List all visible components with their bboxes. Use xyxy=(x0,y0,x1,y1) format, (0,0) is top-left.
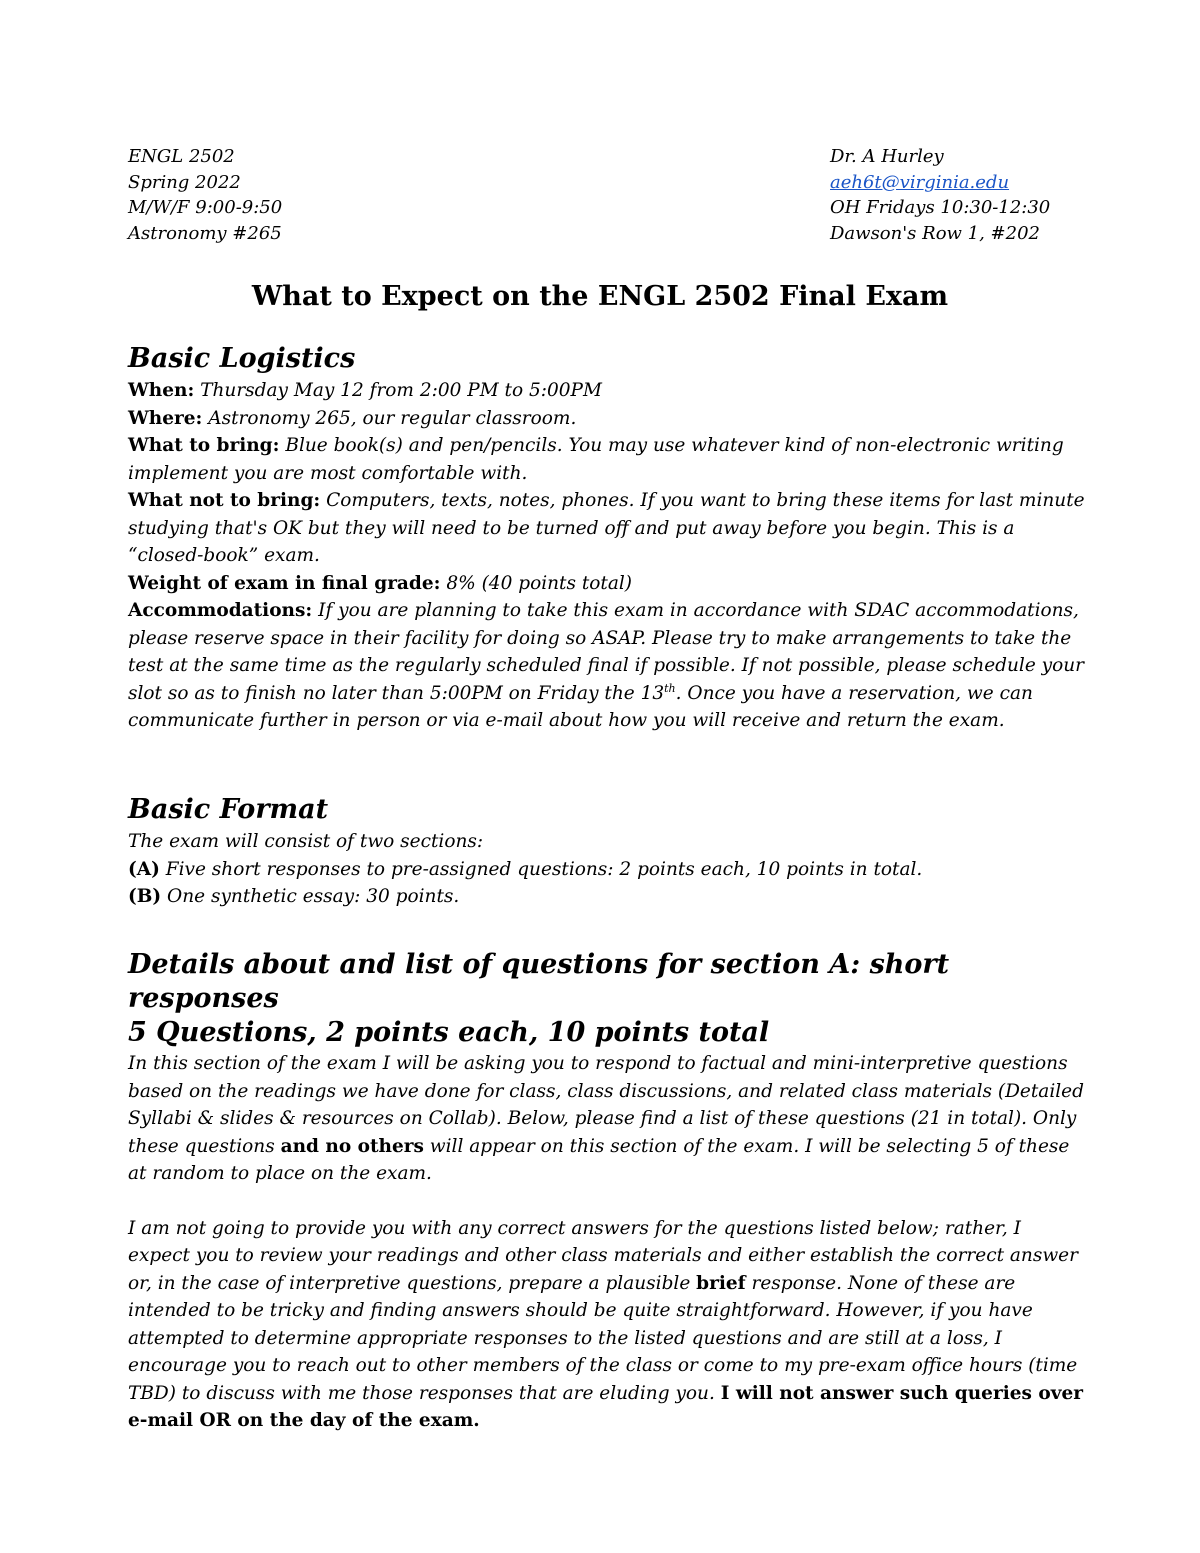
no-email-notice: I will not answer such queries over e-mail OR on the day of the exam. xyxy=(128,1382,1083,1431)
accommodations-line: Accommodations: If you are planning to take this exam in accordance with SDAC accommodations, please reserve space in their facility for doing so ASAP. Please try to make arrangements to take the test at the same time as the regularly scheduled final if possible. If not possible, please schedule your slot so as to finish no later than 5:00PM on Friday the 13th. Once you have a reservation, we can communicate further in person or via e-mail about how you will receive and return the exam. xyxy=(128,600,1085,731)
weight-line: Weight of exam in final grade: 8% (40 points total) xyxy=(128,572,633,594)
when-line: When: Thursday May 12 from 2:00 PM to 5:00PM xyxy=(128,380,602,401)
course-code: ENGL 2502 xyxy=(128,146,235,167)
section-a-details xyxy=(128,948,1088,1435)
section-a-paragraph-1: In this section of the exam I will be asking you to respond to factual and mini-interpretive questions based on the readings we have done for class, class discussions, and related class materials (Detailed Syllabi & slides & resources on Collab). Below, please find a list of these questions (21 in total). Only these questions and no others will appear on this section of the exam. I will be selecting 5 of these at random to place on the exam. xyxy=(128,1053,1084,1184)
instructor-info xyxy=(830,144,1050,246)
format-heading: Basic Format xyxy=(128,794,329,825)
office-location: Dawson's Row 1, #202 xyxy=(830,222,1040,244)
section-a-heading: Details about and list of questions for section A: short responses xyxy=(128,949,950,1014)
logistics-heading: Basic Logistics xyxy=(128,343,356,374)
bring-line: What to bring: Blue book(s) and pen/pencils. You may use whatever kind of non-electronic writing implement you are most comfortable with. xyxy=(128,435,1064,484)
course-schedule: M/W/F 9:00-9:50 xyxy=(128,197,283,218)
not-bring-line: What not to bring: Computers, texts, notes, phones. If you want to bring these items for last minute studying that's OK but they will need to be turned off and put away before you begin. This is a “closed-book” exam. xyxy=(128,490,1085,566)
instructor-email-link[interactable]: aeh6t@virginia.edu xyxy=(830,171,1010,193)
format-intro: The exam will consist of two sections: xyxy=(128,831,484,852)
where-line: Where: Astronomy 265, our regular classroom. xyxy=(128,407,577,429)
course-room: Astronomy #265 xyxy=(128,222,282,244)
format-item-a: (A) Five short responses to pre-assigned questions: 2 points each, 10 points in total. xyxy=(128,858,923,880)
course-term: Spring 2022 xyxy=(128,171,241,193)
course-info xyxy=(128,144,282,246)
format-section xyxy=(128,792,1088,911)
section-a-paragraph-2: I am not going to provide you with any correct answers for the questions listed below; rather, I expect you to review your readings and other class materials and either establish the correct answer or, in the case of interpretive questions, prepare a plausible brief response. None of these are intended to be tricky and finding answers should be quite straightforward. However, if you have attempted to determine appropriate responses to the listed questions and are still at a loss, I encourage you to reach out to other members of the class or come to my pre-exam office hours (time TBD) to discuss with me those responses that are eluding you. I will not answer such queries over e-mail OR on the day of the exam. xyxy=(128,1217,1083,1431)
document-title: What to Expect on the ENGL 2502 Final Exam xyxy=(251,281,949,312)
section-a-subheading: 5 Questions, 2 points each, 10 points total xyxy=(128,1017,770,1048)
instructor-name: Dr. A Hurley xyxy=(830,146,944,167)
office-hours: OH Fridays 10:30-12:30 xyxy=(830,197,1051,218)
format-item-b: (B) One synthetic essay: 30 points. xyxy=(128,886,460,907)
logistics-section xyxy=(128,341,1088,735)
